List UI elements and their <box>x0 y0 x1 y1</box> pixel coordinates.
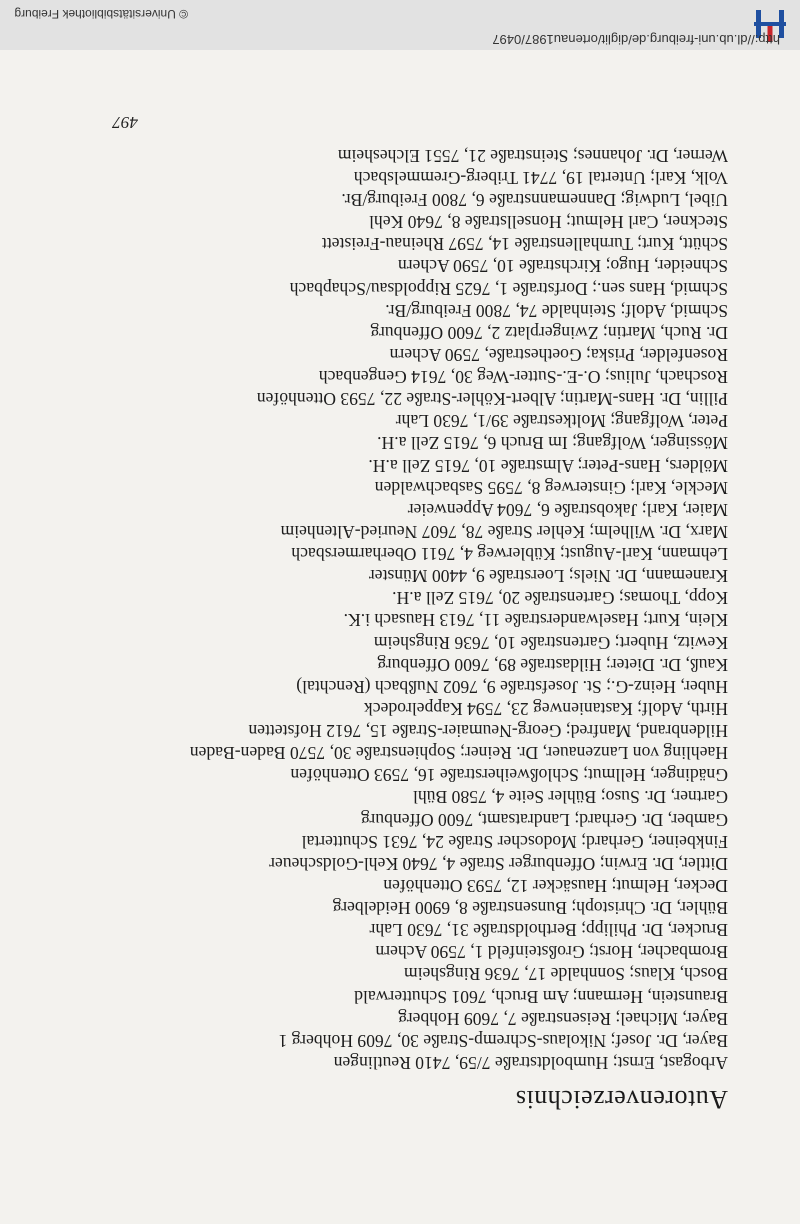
source-url-link[interactable]: http://dl.ub.uni-freiburg.de/diglit/ortenau1987/0497 <box>492 32 780 47</box>
author-entry: Decker, Helmut; Hausäcker 12, 7593 Ottenhöfen <box>383 876 728 896</box>
author-entry: Roschach, Julius; O.-E.-Sutter-Weg 30, 7614 Gengenbach <box>318 367 728 388</box>
author-entry: Hirth, Adolf; Kastanienweg 23, 7594 Kappelrodeck <box>363 699 728 719</box>
author-entry: Kewitz, Hubert; Gartenstraße 10, 7636 Ringsheim <box>373 632 728 653</box>
author-entry: Bühler, Dr. Christoph; Bunsenstraße 8, 6900 Heidelberg <box>332 898 728 919</box>
author-entry: Schmid, Adolf; Steinhalde 74, 7800 Freiburg/Br. <box>385 300 728 321</box>
page-title: Autorenverzeichnis <box>515 1085 728 1114</box>
author-entry: Steckner, Carl Helmut; Honsellstraße 8, 7640 Kehl <box>369 212 728 233</box>
author-entry: Bayer, Dr. Josef; Nikolaus-Schremp-Straße 30, 7609 Hohberg 1 <box>278 1030 728 1051</box>
author-entry: Dittler, Dr. Erwin; Offenburger Straße 4, 7640 Kehl-Goldscheuer <box>269 853 728 874</box>
author-entry: Bayer, Michael; Reisenstraße 7, 7609 Hohberg <box>398 1008 728 1029</box>
author-entry: Peter, Wolfgang; Moltkestraße 39/1, 7630 Lahr <box>395 411 728 432</box>
author-entry: Schmid, Hans sen.; Dorfstraße 1, 7625 Rippoldsau/Schapbach <box>289 278 728 299</box>
author-entry: Kopp, Thomas; Gartenstraße 20, 7615 Zell a.H. <box>392 588 728 609</box>
author-entry: Hildenbrand, Manfred; Georg-Neumaier-Straße 15, 7612 Hofstetten <box>248 721 728 742</box>
author-list <box>58 145 728 1074</box>
author-entry: Brombacher, Horst; Großsteinfeld 1, 7590 Achern <box>375 942 728 963</box>
author-entry: Maier, Karl; Jakobstraße 6, 7604 Appenweier <box>407 499 728 520</box>
author-entry: Gamber, Dr. Gerhard; Landratsamt, 7600 Offenburg <box>360 809 728 830</box>
author-entry: Braunstein, Hermann; Am Bruch, 7601 Schutterwald <box>354 986 728 1007</box>
author-entry: Lehmann, Karl-August; Küblerweg 4, 7611 Oberharmersbach <box>291 544 728 565</box>
author-entry: Haehling von Lanzenauer, Dr. Reiner; Sophienstraße 30, 7570 Baden-Baden <box>189 743 728 764</box>
author-entry: Klein, Kurt; Haselwanderstraße 11, 7613 Hausach i.K. <box>343 610 728 631</box>
author-entry: Volk, Karl; Untertal 19, 7741 Triberg-Gremmelsbach <box>353 168 728 188</box>
author-entry: Mössinger, Wolfgang; Im Bruch 6, 7615 Zell a.H. <box>377 433 728 454</box>
author-entry: Werner, Dr. Johannes; Steinstraße 21, 7551 Elchesheim <box>337 145 728 166</box>
author-entry: Finkbeiner, Gerhard; Modoscher Straße 24, 7631 Schuttertal <box>301 831 728 852</box>
author-entry: Marx, Dr. Wilhelm; Kehler Straße 78, 7607 Neuried-Altenheim <box>280 522 728 542</box>
author-entry: Huber, Heinz-G.; St. Josefstraße 9, 7602 Nußbach (Renchtal) <box>296 676 728 697</box>
page-number: 497 <box>112 113 138 132</box>
author-entry: Arbogast, Ernst; Humboldtstraße 7/59, 7410 Reutlingen <box>333 1053 728 1073</box>
author-entry: Mölders, Hans-Peter; Almstraße 10, 7615 Zell a.H. <box>368 455 728 476</box>
author-entry: Pillin, Dr. Hans-Martin; Albert-Köhler-Straße 22, 7593 Ottenhöfen <box>256 389 728 410</box>
author-entry: Bosch, Klaus; Sonnhalde 17, 7636 Ringsheim <box>403 964 728 985</box>
author-entry: Schneider, Hugo; Kirchstraße 10, 7590 Achern <box>397 256 728 277</box>
author-entry: Schütt, Kurt; Turnhallenstraße 14, 7597 Rheinau-Freistett <box>321 234 728 255</box>
author-entry: Gnädinger, Hellmut; Schloßweiherstraße 16, 7593 Ottenhöfen <box>290 765 728 786</box>
author-entry: Brucker, Dr. Philipp; Bertholdstraße 31, 7630 Lahr <box>369 920 728 941</box>
author-entry: Meckle, Karl; Ginsterweg 8, 7595 Sasbachwalden <box>374 477 728 498</box>
author-entry: Kauß, Dr. Dieter; Hildastraße 89, 7600 Offenburg <box>377 654 728 675</box>
author-entry: Kranemann, Dr. Niels; Loerstraße 9, 4400 Münster <box>368 566 728 587</box>
author-entry: Rosenfelder, Priska; Goethestraße, 7590 Achern <box>389 345 728 365</box>
author-entry: Gartner, Dr. Suso; Bühler Seite 4, 7580 Bühl <box>413 787 728 808</box>
copyright-notice: © Universitätsbibliothek Freiburg <box>14 7 188 21</box>
author-entry: Dr. Ruch, Martin; Zwingerplatz 2, 7600 Offenburg <box>370 322 728 343</box>
author-entry: Uibel, Ludwig; Dannemannstraße 6, 7800 Freiburg/Br. <box>341 190 728 211</box>
